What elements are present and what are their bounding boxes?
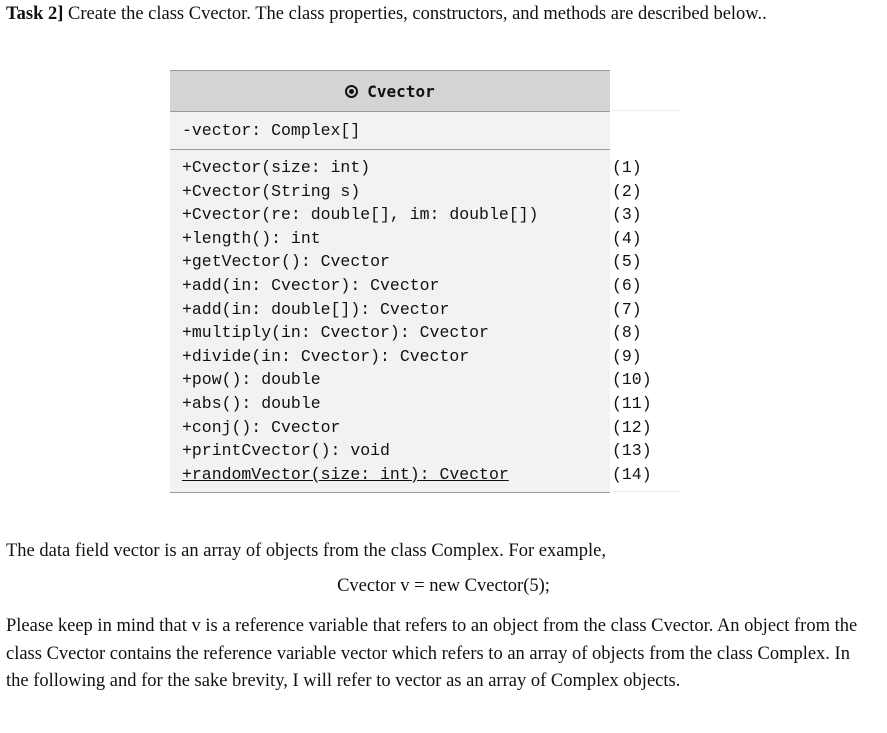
operation-number: (14) (612, 464, 652, 484)
operation-number: (10) (612, 370, 652, 390)
operation-numbers (612, 156, 652, 486)
operation-number: (4) (612, 228, 642, 248)
uml-attributes (170, 112, 610, 150)
operation-number: (2) (612, 181, 642, 201)
uml-class-name: Cvector (367, 81, 435, 101)
divider (612, 491, 680, 492)
task-text: Create the class Cvector. The class properties, constructors, and methods are described below.. (63, 4, 767, 24)
operation-number: (12) (612, 417, 652, 437)
task-heading (6, 4, 767, 25)
uml-operation: +pow(): double (182, 370, 321, 390)
operation-number: (6) (612, 275, 642, 295)
paragraph-2: Please keep in mind that v is a reference variable that refers to an object from the class Cvector. An object from the class Cvector contains the reference variable vector which refers to an array of objects from the class Complex. In the following and for the sake brevity, I will refer to vector as an array of Complex objects. (6, 616, 858, 691)
class-icon (345, 85, 358, 98)
operation-number: (9) (612, 346, 642, 366)
uml-operations (170, 150, 610, 492)
operation-number: (5) (612, 252, 642, 272)
uml-operation: +randomVector(size: int): Cvector (182, 464, 509, 484)
uml-operation: +abs(): double (182, 393, 321, 413)
operation-number: (7) (612, 299, 642, 319)
operation-number: (13) (612, 441, 652, 461)
operation-number: (3) (612, 205, 642, 225)
uml-operation: +conj(): Cvector (182, 417, 341, 437)
uml-attribute: -vector: Complex[] (182, 121, 361, 140)
uml-operation: +getVector(): Cvector (182, 252, 390, 272)
uml-operation: +Cvector(re: double[], im: double[]) (182, 205, 539, 225)
paragraph-1: The data field vector is an array of objects from the class Complex. For example, (6, 541, 607, 561)
uml-operation: +add(in: Cvector): Cvector (182, 275, 440, 295)
divider (612, 110, 680, 111)
uml-operation: +length(): int (182, 228, 321, 248)
code-example: Cvector v = new Cvector(5); (337, 576, 550, 596)
operation-number: (11) (612, 393, 652, 413)
uml-class-header (170, 71, 610, 112)
task-label: Task 2] (6, 4, 64, 24)
uml-class-diagram (170, 70, 610, 493)
uml-operation: +printCvector(): void (182, 441, 390, 461)
operation-number: (8) (612, 323, 642, 343)
operation-number: (1) (612, 158, 642, 177)
uml-operation: +divide(in: Cvector): Cvector (182, 346, 470, 366)
uml-operation: +Cvector(size: int) (182, 158, 371, 177)
uml-operation: +multiply(in: Cvector): Cvector (182, 323, 489, 343)
uml-operation: +add(in: double[]): Cvector (182, 299, 450, 319)
uml-operation: +Cvector(String s) (182, 181, 361, 201)
